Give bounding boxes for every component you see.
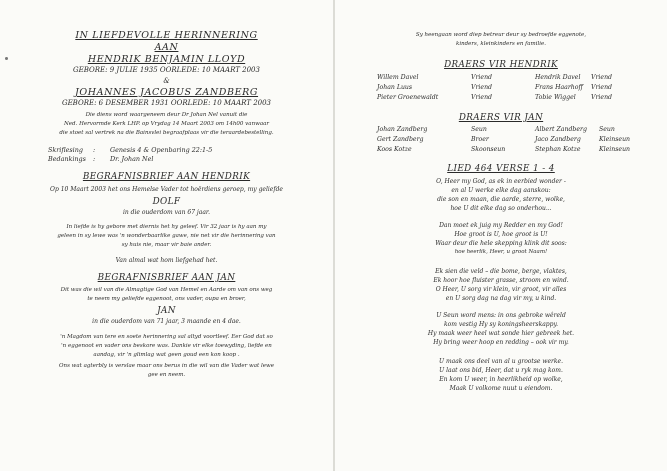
deceased-dates-2: GEBORE: 6 DESEMBER 1931 OORLEDE: 10 MAART 2003 <box>61 99 272 107</box>
bearer-name: Jaco Zandberg <box>535 136 581 143</box>
bearer-name: Johan Zandberg <box>377 126 428 133</box>
hymn-line: U maak ons deel van al u grootse werke. <box>438 358 564 365</box>
officiant-label: Bedankings <box>48 155 86 163</box>
left-column <box>0 0 333 471</box>
letter1-body: sy huis nie, maar vir baie ander. <box>121 242 212 248</box>
bearer-relation: Vriend <box>471 84 493 91</box>
bearer-relation: Broer <box>471 136 489 143</box>
letter2-name: JAN <box>157 306 176 316</box>
letter2-body: gee en neem. <box>147 372 186 378</box>
hymn-line: en U sorg dag na dag vir my, u kind. <box>445 295 557 302</box>
service-line: Die diens word waargeneem deur Dr Johan Nel vanuit die <box>85 112 248 118</box>
letter2-age: in die ouderdom van 71 jaar, 3 maande en 4 dae. <box>92 318 241 325</box>
letter1-body: geleen in sy lewe was 'n wonderbaarlike gawe, nie net vir die herinnering van <box>57 233 276 239</box>
bearer-relation: Seun <box>599 126 615 133</box>
colon: : <box>93 146 96 154</box>
letter1-close: Van almal wat hom liefgehad het. <box>115 257 218 264</box>
thanks-line: kinders, kleinkinders en familie. <box>456 41 546 47</box>
bearer-name: Albert Zandberg <box>535 126 587 133</box>
bearer-name: Willem Davel <box>377 74 419 81</box>
bearer-name: Stephan Kotze <box>535 146 581 153</box>
right-column <box>335 0 667 471</box>
hymn-line: Ek sien die veld – die bome, berge, vlaktes, <box>435 268 567 275</box>
letter2-body: 'n Magdom van tere en soete herinnering sal altyd voortleef. Eer God dat so <box>60 334 273 340</box>
hymn-line: Maak U volkome nuut u eiendom. <box>449 385 553 392</box>
bearer-relation: Skoonseun <box>471 146 506 153</box>
bearer-name: Gert Zandberg <box>377 136 424 143</box>
scripture-label: Skriflesing <box>48 146 83 154</box>
hymn-line: U Seun word mens: in ons gebroke wêreld <box>436 312 566 319</box>
hymn-line: kom vestig Hy sy koningsheerskappy. <box>444 321 558 328</box>
bearer-relation: Kleinseun <box>599 136 631 143</box>
bearer-relation: Vriend <box>471 74 493 81</box>
hymn-line: U laat ons bid, Heer, dat u ryk mag kom. <box>439 367 563 374</box>
letter1-intro: Op 10 Maart 2003 het ons Hemelse Vader tot hoërdiens geroep, my geliefde <box>50 186 283 193</box>
bearer-name: Pieter Groenewaldt <box>377 94 439 101</box>
service-line: Ned. Hervormde Kerk LHP. op Vrydag 14 Maart 2003 om 14h00 vanwaar <box>63 121 270 127</box>
deceased-dates-1: GEBORE: 9 JULIE 1935 OORLEDE: 10 MAART 2003 <box>73 66 260 74</box>
hymn-line: O, Heer my God, as ek in eerbied wonder - <box>436 178 566 185</box>
bearer-relation: Kleinseun <box>599 146 631 153</box>
service-line: die stoet sal vertrek na die Bainsvlei begraafplaas vir die teraardebestelling. <box>59 130 274 136</box>
hymn-line: die son en maan, die aarde, sterre, wolke, <box>437 196 565 203</box>
bearer-name: Koos Kotze <box>377 146 412 153</box>
letter2-intro: te neem my geliefde eggenoot, ons vader, oupa en broer, <box>87 296 246 302</box>
bearers1-title: DRAERS VIR HENDRIK <box>444 60 558 70</box>
hymn-line: Ek hoor hoe fluister grasse, stroom en wind. <box>433 277 569 284</box>
memorial-aan: AAN <box>154 42 179 53</box>
hymn-line: Hoe groot is U, hoe groot is U! <box>454 231 548 238</box>
bearer-relation: Vriend <box>591 74 613 81</box>
letter1-age: in die ouderdom van 67 jaar. <box>122 209 211 216</box>
hymn-line: En kom U weer, in heerlikheid op wolke, <box>439 376 563 383</box>
hymn-line: Dan moet ek juig my Redder en my God! <box>439 222 563 229</box>
hymn-line: Waar deur die hele skepping klink dit soos: <box>435 240 567 247</box>
hymn-line: en al U werke elke dag aanskou: <box>451 187 551 194</box>
bearer-name: Frans Haarhoff <box>535 84 583 91</box>
bearers2-title: DRAERS VIR JAN <box>458 113 544 123</box>
bearer-name: Hendrik Davel <box>535 74 581 81</box>
letter2-title: BEGRAFNISBRIEF AAN JAN <box>97 273 236 283</box>
hymn-title: LIED 464 VERSE 1 - 4 <box>447 164 555 174</box>
letter1-title: BEGRAFNISBRIEF AAN HENDRIK <box>82 172 251 182</box>
memorial-heading: IN LIEFDEVOLLE HERINNERING <box>75 30 258 41</box>
deceased-name-2: JOHANNES JACOBUS ZANDBERG <box>74 87 259 98</box>
letter1-name: DOLF <box>152 197 181 207</box>
hymn-line: Hy bring weer hoop en redding – ook vir my. <box>433 339 569 346</box>
hymn-line: O Heer, U sorg vir klein, vir groot, vir alles <box>435 286 567 293</box>
letter2-body: Ons wat agterbly is verslae maar ons berus in die wil van die Vader wat lewe <box>59 363 274 369</box>
officiant-value: Dr. Johan Nel <box>110 155 154 163</box>
bearer-relation: Vriend <box>471 94 493 101</box>
ampersand: & <box>163 77 170 85</box>
bearer-name: Johan Luus <box>377 84 413 91</box>
scripture-value: Genesis 4 & Openbaring 22:1-5 <box>110 146 213 154</box>
hymn-line: hoe heerlik, Heer, u groot Naam! <box>454 249 548 255</box>
colon: : <box>93 155 96 163</box>
letter2-body: 'n eggenoot en vader ons beskore was. Dankie vir elke toewyding, liefde en <box>61 343 272 349</box>
deceased-name-1: HENDRIK BENJAMIN LLOYD <box>87 54 246 65</box>
letter1-body: In liefde is hy gebore met diernis het hy geleef. Vir 32 jaar is hy aan my <box>66 224 267 230</box>
hymn-line: Hy maak weer heel wat sonde hier gebreek het. <box>427 330 575 337</box>
bearer-relation: Vriend <box>591 84 613 91</box>
letter2-body: aandag, vir 'n glimlag wat geen goud een kon koop . <box>93 352 240 358</box>
bearer-relation: Seun <box>471 126 487 133</box>
hymn-line: hoe U dit elke dag so onderhou... <box>450 205 552 212</box>
thanks-line: Sy heengaan word diep betreur deur sy bedroefde eggenote, <box>415 32 587 38</box>
bearer-relation: Vriend <box>591 94 613 101</box>
letter2-intro: Dit was die wil van die Almagtige God van Hemel en Aarde om van ons weg <box>60 287 273 293</box>
bearer-name: Tobie Wiggel <box>535 94 576 101</box>
